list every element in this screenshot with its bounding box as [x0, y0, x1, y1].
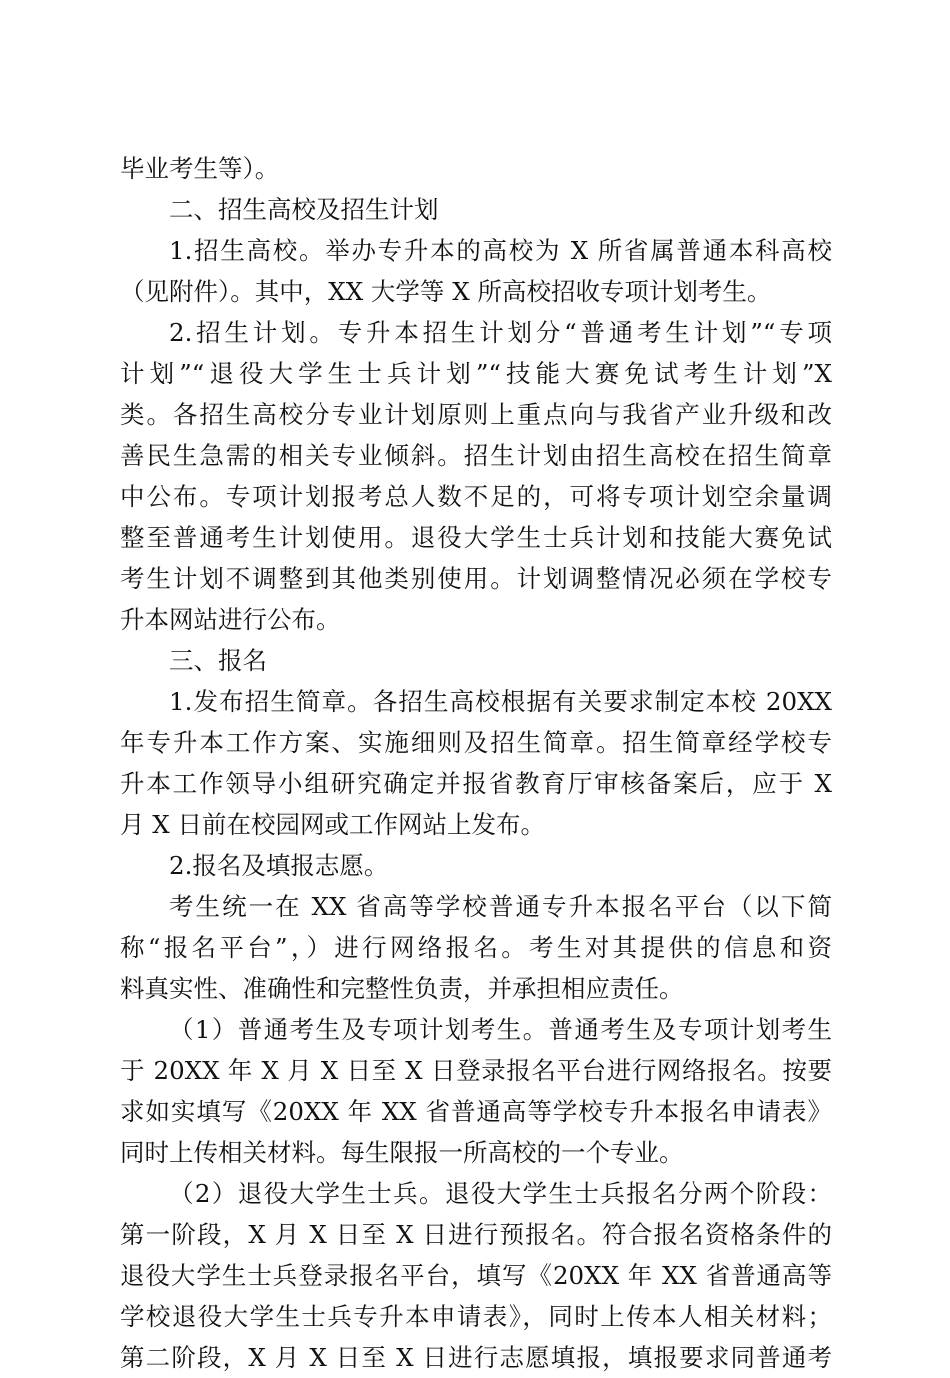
text-line: 升本网站进行公布。	[120, 605, 341, 634]
text-line: 同时上传相关材料。每生限报一所高校的一个专业。	[120, 1138, 684, 1167]
text-line: 2.报名及填报志愿。	[169, 851, 389, 880]
text-line: 考生统一在 XX 省高等学校普通专升本报名平台（以下简	[169, 892, 832, 921]
section-heading: 二、招生高校及招生计划	[169, 195, 439, 224]
text-line: 第一阶段，X 月 X 日至 X 日进行预报名。符合报名资格条件的	[120, 1220, 832, 1249]
text-line: 料真实性、准确性和完整性负责，并承担相应责任。	[120, 974, 684, 1003]
text-line: 1.发布招生简章。各招生高校根据有关要求制定本校 20XX	[169, 687, 832, 716]
text-line: （2）退役大学生士兵。退役大学生士兵报名分两个阶段：	[169, 1179, 832, 1208]
text-line: 毕业考生等）。	[120, 154, 280, 183]
text-line: 善民生急需的相关专业倾斜。招生计划由招生高校在招生简章	[120, 441, 832, 470]
text-line: 2.招生计划。专升本招生计划分“普通考生计划”“专项	[169, 318, 832, 347]
text-line: （见附件）。其中，XX 大学等 X 所高校招收专项计划考生。	[120, 277, 772, 306]
text-line: 中公布。专项计划报考总人数不足的，可将专项计划空余量调	[120, 482, 832, 511]
document-page	[120, 148, 832, 1378]
text-line: 称“报名平台”，）进行网络报名。考生对其提供的信息和资	[120, 933, 832, 962]
text-line: 月 X 日前在校园网或工作网站上发布。	[120, 810, 546, 839]
text-line: 退役大学生士兵登录报名平台，填写《20XX 年 XX 省普通高等	[120, 1261, 832, 1290]
text-line: 整至普通考生计划使用。退役大学生士兵计划和技能大赛免试	[120, 523, 832, 552]
text-line: 计划”“退役大学生士兵计划”“技能大赛免试考生计划”X	[120, 359, 832, 388]
text-line: 于 20XX 年 X 月 X 日至 X 日登录报名平台进行网络报名。按要	[120, 1056, 832, 1085]
text-line: 类。各招生高校分专业计划原则上重点向与我省产业升级和改	[120, 400, 832, 429]
text-line: 升本工作领导小组研究确定并报省教育厅审核备案后，应于 X	[120, 769, 832, 798]
text-line: （1）普通考生及专项计划考生。普通考生及专项计划考生	[169, 1015, 832, 1044]
text-line: 第二阶段，X 月 X 日至 X 日进行志愿填报，填报要求同普通考	[120, 1343, 832, 1372]
text-line: 求如实填写《20XX 年 XX 省普通高等学校专升本报名申请表》	[120, 1097, 832, 1126]
text-line: 年专升本工作方案、实施细则及招生简章。招生简章经学校专	[120, 728, 832, 757]
text-line: 学校退役大学生士兵专升本申请表》，同时上传本人相关材料；	[120, 1302, 832, 1331]
section-heading: 三、报名	[169, 646, 267, 675]
text-line: 考生计划不调整到其他类别使用。计划调整情况必须在学校专	[120, 564, 832, 593]
text-line: 1.招生高校。举办专升本的高校为 X 所省属普通本科高校	[169, 236, 832, 265]
